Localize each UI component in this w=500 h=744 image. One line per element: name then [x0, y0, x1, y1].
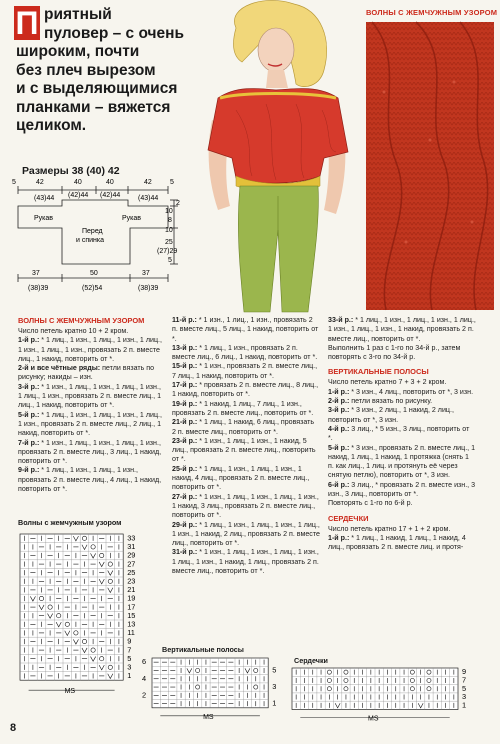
vertical-chart-title: Вертикальные полосы	[162, 645, 244, 654]
row-text: * 1 лиц., 1 накид, 6 лиц., провязать 2 п. вместе лиц., повторить от *.	[172, 418, 315, 436]
ms-label: MS	[203, 713, 214, 721]
instruction-row	[172, 548, 320, 576]
row-label: 9-й р.:	[18, 466, 40, 475]
dim-label: (52)54	[82, 285, 103, 292]
row-label: 27-й р.:	[172, 492, 198, 501]
row-text: петли вязать по рисунку; накиды – изн.	[18, 364, 155, 382]
row-text: * 1 изн., 1 лиц., 1 изн., провязать 2 п. вместе лиц., 5 лиц., 1 накид, повторить от *.	[172, 316, 319, 343]
vertical-stripes-chart	[140, 656, 286, 721]
row-number: 15	[127, 610, 136, 620]
instruction-row	[172, 344, 320, 363]
instruction-row	[328, 316, 476, 344]
drop-cap-letter: П	[15, 5, 39, 41]
headline-line: риятный	[44, 6, 112, 23]
dim-label: (43)44	[138, 195, 159, 202]
instruction-row	[328, 406, 476, 425]
row-label: 1-й р.:	[328, 533, 350, 542]
section-title: ВОЛНЫ С ЖЕМЧУЖНЫМ УЗОРОМ	[18, 316, 145, 325]
row-label: 5-й р.:	[328, 443, 350, 452]
row-text: * 1 изн., 1 лиц., 1 изн., 1 лиц., 1 изн., 1 лиц., 1 изн., 1 накид, 1 лиц., провязать 2 п. вместе лиц., повторить от *.	[172, 548, 319, 576]
headline-line: целиком.	[16, 117, 87, 134]
dim-label: 37	[32, 270, 40, 277]
row-number: 19	[127, 593, 136, 603]
instruction-row	[328, 481, 476, 500]
ms-label: MS	[368, 715, 379, 723]
row-text: 3 лиц., * 5 изн., 3 лиц., повторить от *.	[328, 424, 470, 443]
dim-label: 2	[176, 200, 180, 207]
instruction-text: Число петель кратно 10 + 2 кром.	[18, 327, 129, 335]
row-label: 1-й р.:	[18, 336, 40, 345]
row-number: 1	[272, 698, 277, 708]
row-label: 29-й р.:	[172, 520, 198, 529]
row-text: * 1 изн., провязать 2 п. вместе лиц., 7 лиц., 1 накид, повторить от *.	[172, 362, 318, 380]
ms-label: MS	[64, 688, 76, 696]
row-label: 4-й р.:	[328, 424, 350, 433]
instruction-row	[328, 534, 476, 553]
row-text: * 1 лиц., 1 изн., провязать 2 п. вместе лиц., 6 лиц., 1 накид, повторить от *.	[172, 343, 318, 362]
headline-line: пуловер – с очень	[44, 24, 185, 42]
body-label: и спинка	[76, 237, 105, 244]
row-text: * 1 лиц., 1 изн., 1 лиц., 1 изн., 1 лиц., 1 изн., 1 накид, 2 лиц., провязать 2 п. вместе лиц., повторить от *.	[172, 520, 320, 548]
row-number: 7	[462, 675, 467, 685]
instruction-row	[172, 400, 320, 419]
dim-label: (42)44	[100, 192, 121, 199]
row-label: 6-й р.:	[328, 480, 350, 489]
row-text: петли вязать по рисунку.	[349, 397, 433, 406]
headline-line: планками – вяжется	[16, 98, 171, 116]
swatch-title: ВОЛНЫ С ЖЕМЧУЖНЫМ УЗОРОМ	[366, 8, 498, 17]
hearts-chart	[288, 666, 480, 723]
row-number: 29	[127, 550, 136, 560]
row-text: * 1 изн., 1 лиц., 1 изн., 1 лиц., 1 изн., провязать 2 п. вместе лиц., 3 лиц., 1 накид, повторить от *.	[18, 438, 162, 466]
instructions-column-1	[18, 316, 164, 494]
row-number: 1	[462, 700, 467, 710]
row-text: * 1 изн., 1 лиц., 1 изн., 1 лиц., 1 изн., 1 накид, 3 лиц., провязать 2 п. вместе лиц., повторить от *.	[172, 492, 319, 520]
instruction-row	[328, 425, 476, 444]
row-number: 21	[127, 585, 136, 595]
row-text: * 3 изн., провязать 2 п. вместе лиц., 1 накид, 1 лиц., 1 накид, 1 протяжка (снять 1 п. как лиц., 1 лиц. и протянуть её через снятую петлю), повторить от *, 3 изн.	[328, 443, 476, 480]
row-text: * 1 изн., 1 лиц., 1 изн., 1 накид, 5 лиц., провязать 2 п. вместе лиц., повторить от *.	[172, 436, 316, 464]
instruction-row	[172, 316, 320, 344]
row-text: * 1 изн., 1 лиц., 1 изн., 1 лиц., 1 изн., 1 лиц., 1 изн., провязать 2 п. вместе лиц., 1 лиц., 1 накид, повторить от *.	[18, 382, 162, 410]
row-label: 31-й р.:	[172, 548, 198, 557]
instruction-row	[172, 418, 320, 437]
waves-knitting-chart	[10, 530, 150, 716]
row-number: 33	[127, 533, 136, 543]
row-label: 21-й р.:	[172, 418, 198, 427]
row-label: 7-й р.:	[18, 438, 40, 447]
row-label: 2-й и все чётные ряды:	[18, 364, 101, 373]
row-number: 1	[127, 671, 132, 681]
row-text: * 1 лиц., 1 изн., 1 лиц., 1 изн., 1 лиц., 1 изн., провязать 2 п. вместе лиц., 2 лиц., 1 накид, повторить от *.	[18, 410, 162, 438]
dim-label: 10	[165, 227, 173, 234]
dim-label: 5	[12, 179, 16, 186]
row-number: 27	[127, 559, 136, 569]
instruction-row	[18, 364, 164, 383]
row-number: 31	[127, 542, 136, 552]
instruction-row	[172, 437, 320, 465]
row-label: 3-й р.:	[18, 382, 40, 391]
row-number: 9	[127, 636, 132, 646]
headline-line: и с выделяющимися	[16, 80, 178, 97]
garment-schema	[10, 178, 185, 296]
knit-swatch-photo	[366, 22, 494, 310]
row-text: * 1 лиц., 1 изн., 1 лиц., 1 изн., провязать 2 п. вместе лиц., 4 лиц., 1 накид, повторить от *.	[18, 466, 162, 494]
dim-label: 42	[144, 179, 152, 186]
instruction-text: Число петель кратно 7 + 3 + 2 кром.	[328, 378, 447, 387]
body-label: Перед	[82, 228, 103, 235]
row-text: * 1 лиц., 1 накид, 1 лиц., 1 накид, 4 лиц., провязать 2 п. вместе лиц. и протя-	[328, 533, 466, 552]
row-text: * 3 изн., 2 лиц., 1 накид, 2 лиц., повторить от *, 3 изн.	[328, 406, 454, 424]
dim-label: (42)44	[68, 192, 89, 199]
row-number: 5	[127, 653, 132, 663]
instruction-row	[18, 336, 164, 364]
instruction-row	[18, 383, 164, 411]
section-title: ВЕРТИКАЛЬНЫЕ ПОЛОСЫ	[328, 367, 429, 377]
row-text: * 1 лиц., 1 изн., 1 лиц., 1 изн., 1 накид, 4 лиц., провязать 2 п. вместе лиц., повторить от *.	[172, 464, 310, 492]
dim-label: 50	[90, 270, 98, 277]
row-number: 23	[127, 576, 136, 586]
row-label: 2-й р.:	[328, 397, 350, 406]
dim-label: 10	[165, 208, 173, 215]
instruction-text: Число петель кратно 17 + 1 + 2 кром.	[328, 524, 451, 533]
instruction-row	[172, 465, 320, 493]
instruction-row	[172, 493, 320, 521]
row-number: 3	[272, 682, 277, 692]
instruction-row	[172, 362, 320, 381]
hearts-chart-title: Сердечки	[294, 656, 328, 665]
row-label: 1-й р.:	[328, 387, 350, 396]
row-number: 2	[142, 690, 147, 700]
row-number: 3	[462, 692, 467, 702]
page-number: 8	[10, 722, 17, 734]
dim-label: (38)39	[138, 285, 159, 292]
instruction-text: Выполнить 1 раз с 1-го по 34-й р., затем повторять с 3-го по 34-й р.	[328, 343, 461, 362]
headline	[16, 6, 202, 136]
headline-line: без плеч вырезом	[16, 61, 156, 79]
row-label: 17-й р.:	[172, 381, 198, 390]
sleeve-label: Рукав	[122, 215, 141, 222]
headline-line: широким, почти	[16, 43, 140, 60]
row-text: * провязать 2 п. вместе лиц., 8 лиц., 1 накид, повторить от *.	[172, 381, 319, 399]
row-label: 3-й р.:	[328, 406, 350, 415]
dim-label: 5	[170, 179, 174, 186]
row-number: 13	[127, 619, 136, 629]
instruction-text: Повторять с 1-го по 6-й р.	[328, 499, 413, 508]
row-number: 9	[462, 667, 467, 677]
dim-label: 37	[142, 270, 150, 277]
row-label: 15-й р.:	[172, 362, 198, 371]
row-text: * 1 лиц., 1 изн., 1 лиц., 1 изн., 1 лиц., 1 изн., 1 лиц., 1 изн., 1 накид, провязать 2 п. вместе лиц., повторить от *.	[328, 316, 476, 343]
dim-label: 40	[106, 179, 114, 186]
instruction-row	[18, 466, 164, 494]
row-text: * 1 накид, 1 лиц., 7 лиц., 1 изн., провязать 2 п. вместе лиц., повторить от *.	[172, 399, 314, 417]
instruction-row	[18, 439, 164, 467]
dim-label: 8	[168, 217, 172, 224]
instructions-column-2	[172, 316, 320, 576]
dim-label: 25	[165, 239, 173, 246]
row-number: 5	[462, 683, 467, 693]
waves-chart-title: Волны с жемчужным узором	[18, 518, 122, 527]
row-number: 17	[127, 602, 136, 612]
dim-label: 5	[168, 257, 172, 264]
row-label: 25-й р.:	[172, 464, 198, 473]
dim-label: (27)29	[157, 248, 178, 255]
instruction-row	[328, 397, 476, 406]
instruction-row	[172, 381, 320, 400]
instruction-row	[328, 444, 476, 481]
row-number: 7	[127, 645, 132, 655]
row-number: 5	[272, 665, 277, 675]
sizes-label: Размеры 38 (40) 42	[22, 165, 120, 177]
row-label: 5-й р.:	[18, 410, 40, 419]
row-number: 6	[142, 657, 147, 667]
row-number: 3	[127, 662, 132, 672]
instruction-row	[328, 388, 476, 397]
row-label: 11-й р.:	[172, 316, 197, 324]
row-text: * 1 лиц., 1 изн., 1 лиц., 1 изн., 1 лиц., 1 изн., 1 лиц., 1 изн., провязать 2 п. вместе лиц., 1 накид, повторить от *.	[18, 336, 162, 363]
instruction-row	[18, 411, 164, 439]
row-text: * 3 изн., 4 лиц., повторить от *, 3 изн.	[349, 387, 474, 396]
row-number: 4	[142, 673, 147, 683]
instructions-column-3	[328, 316, 476, 553]
row-label: 23-й р.:	[172, 436, 198, 445]
row-label: 13-й р.:	[172, 343, 198, 352]
fashion-illustration	[196, 0, 362, 312]
dim-label: 40	[74, 179, 82, 186]
row-number: 11	[127, 628, 135, 638]
section-title: СЕРДЕЧКИ	[328, 513, 369, 523]
dim-label: (38)39	[28, 285, 49, 292]
row-label: 33-й р.:	[328, 316, 354, 324]
instruction-row	[172, 521, 320, 549]
row-number: 25	[127, 567, 136, 577]
row-label: 19-й р.:	[172, 399, 198, 408]
sleeve-label: Рукав	[34, 215, 53, 222]
dim-label: 42	[36, 179, 44, 186]
row-text: 3 лиц., * провязать 2 п. вместе изн., 3 изн., 3 лиц., повторить от *.	[328, 480, 476, 499]
dim-label: (43)44	[34, 195, 55, 202]
